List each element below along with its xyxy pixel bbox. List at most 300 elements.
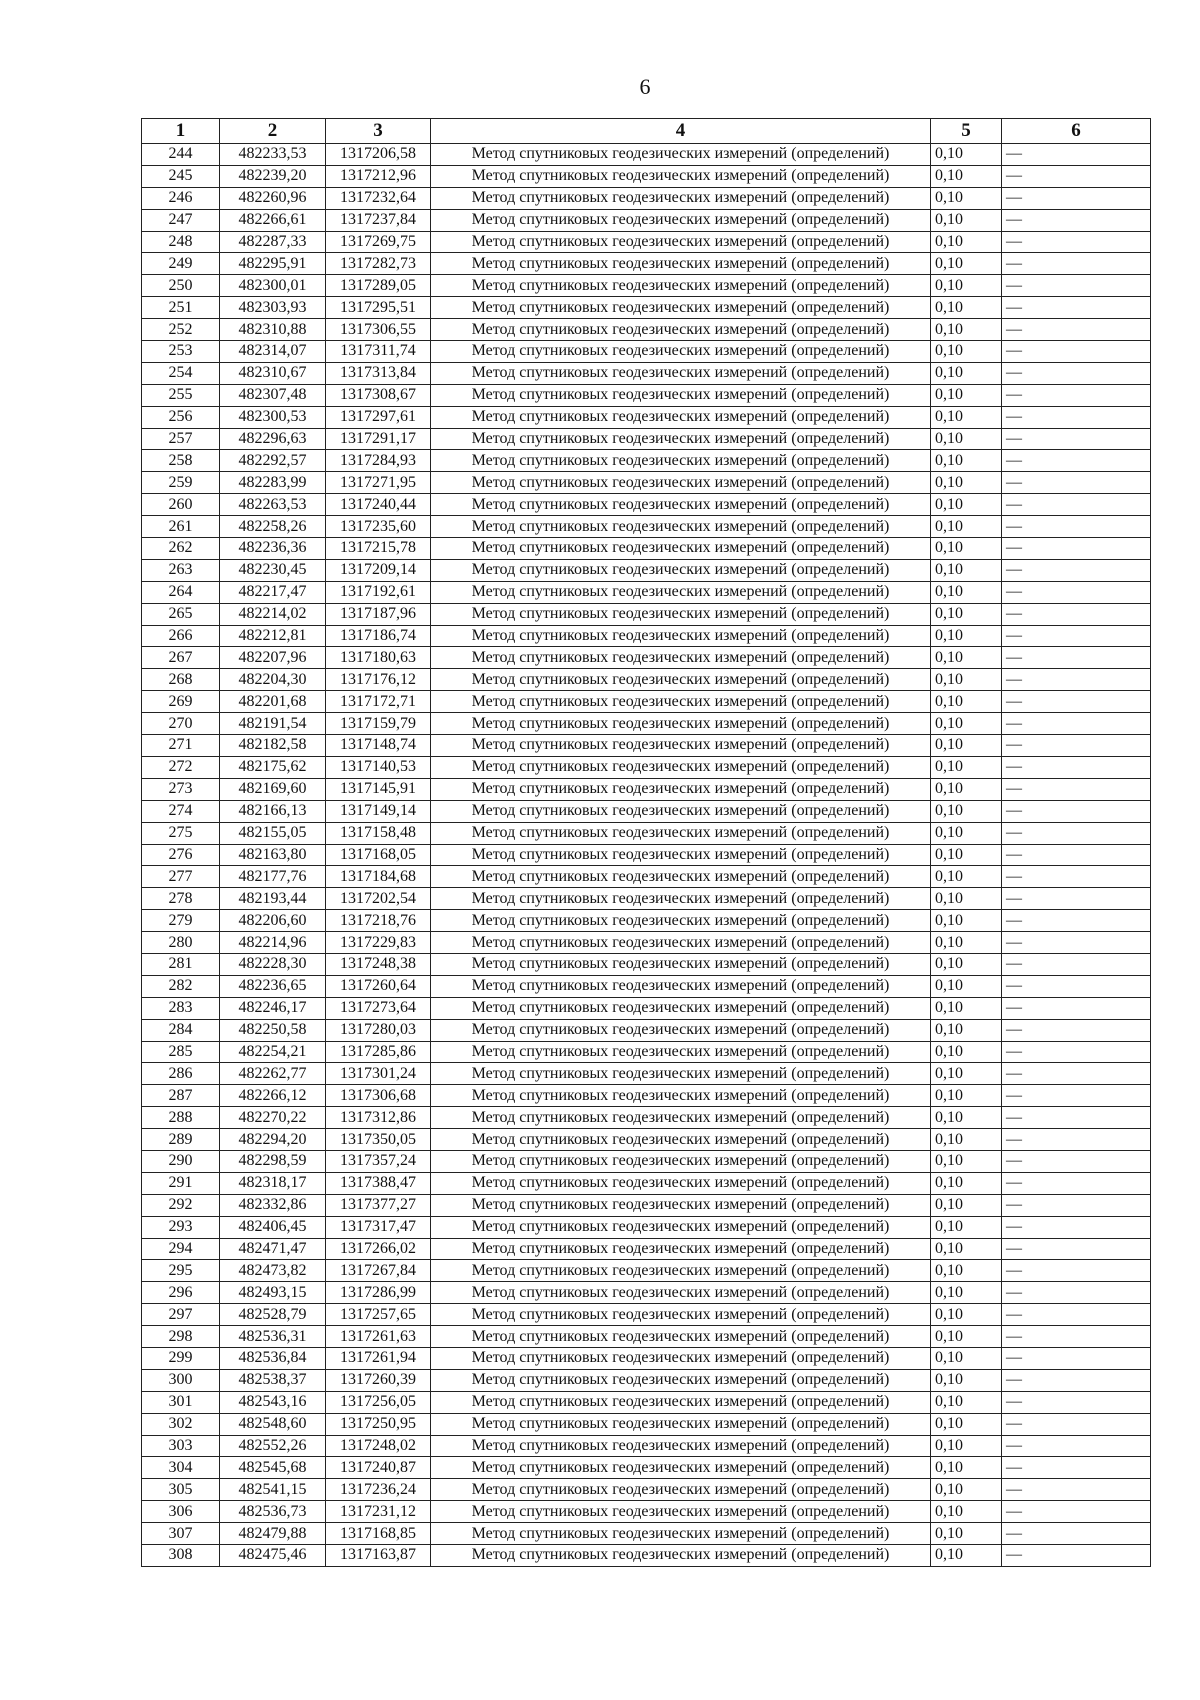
point-number-cell: 295: [142, 1260, 220, 1282]
y-coordinate-cell: 1317301,24: [326, 1063, 431, 1085]
y-coordinate-cell: 1317273,64: [326, 997, 431, 1019]
point-number-cell: 308: [142, 1545, 220, 1567]
y-coordinate-cell: 1317231,12: [326, 1501, 431, 1523]
x-coordinate-cell: 482536,84: [220, 1347, 326, 1369]
table-row: [142, 1282, 1151, 1304]
table-row: [142, 1457, 1151, 1479]
table-row: [142, 1326, 1151, 1348]
point-number-cell: 276: [142, 844, 220, 866]
y-coordinate-cell: 1317289,05: [326, 275, 431, 297]
accuracy-cell: 0,10: [931, 231, 1002, 253]
x-coordinate-cell: 482314,07: [220, 341, 326, 363]
method-cell: Метод спутниковых геодезических измерений (определений): [431, 406, 931, 428]
accuracy-cell: 0,10: [931, 603, 1002, 625]
x-coordinate-cell: 482552,26: [220, 1435, 326, 1457]
table-row: [142, 1347, 1151, 1369]
table-row: [142, 932, 1151, 954]
note-cell: —: [1002, 844, 1151, 866]
accuracy-cell: 0,10: [931, 1545, 1002, 1567]
x-coordinate-cell: 482191,54: [220, 713, 326, 735]
accuracy-cell: 0,10: [931, 822, 1002, 844]
y-coordinate-cell: 1317306,68: [326, 1085, 431, 1107]
method-cell: Метод спутниковых геодезических измерений (определений): [431, 1260, 931, 1282]
y-coordinate-cell: 1317280,03: [326, 1019, 431, 1041]
accuracy-cell: 0,10: [931, 1216, 1002, 1238]
accuracy-cell: 0,10: [931, 1304, 1002, 1326]
y-coordinate-cell: 1317192,61: [326, 581, 431, 603]
table-row: [142, 997, 1151, 1019]
note-cell: —: [1002, 1085, 1151, 1107]
accuracy-cell: 0,10: [931, 1041, 1002, 1063]
point-number-cell: 244: [142, 144, 220, 166]
point-number-cell: 277: [142, 866, 220, 888]
table-row: [142, 209, 1151, 231]
point-number-cell: 297: [142, 1304, 220, 1326]
y-coordinate-cell: 1317232,64: [326, 187, 431, 209]
note-cell: —: [1002, 341, 1151, 363]
y-coordinate-cell: 1317297,61: [326, 406, 431, 428]
note-cell: —: [1002, 1523, 1151, 1545]
method-cell: Метод спутниковых геодезических измерений (определений): [431, 975, 931, 997]
x-coordinate-cell: 482236,65: [220, 975, 326, 997]
accuracy-cell: 0,10: [931, 384, 1002, 406]
method-cell: Метод спутниковых геодезических измерений (определений): [431, 1019, 931, 1041]
method-cell: Метод спутниковых геодезических измерений (определений): [431, 866, 931, 888]
coordinates-table: [141, 118, 1151, 1567]
point-number-cell: 268: [142, 669, 220, 691]
y-coordinate-cell: 1317168,05: [326, 844, 431, 866]
point-number-cell: 253: [142, 341, 220, 363]
y-coordinate-cell: 1317218,76: [326, 910, 431, 932]
table-header-row: [142, 119, 1151, 144]
method-cell: Метод спутниковых геодезических измерений (определений): [431, 669, 931, 691]
y-coordinate-cell: 1317295,51: [326, 297, 431, 319]
note-cell: —: [1002, 647, 1151, 669]
table-row: [142, 1085, 1151, 1107]
note-cell: —: [1002, 1129, 1151, 1151]
accuracy-cell: 0,10: [931, 165, 1002, 187]
note-cell: —: [1002, 165, 1151, 187]
y-coordinate-cell: 1317267,84: [326, 1260, 431, 1282]
x-coordinate-cell: 482263,53: [220, 494, 326, 516]
accuracy-cell: 0,10: [931, 559, 1002, 581]
note-cell: —: [1002, 888, 1151, 910]
note-cell: —: [1002, 1172, 1151, 1194]
x-coordinate-cell: 482310,67: [220, 362, 326, 384]
table-row: [142, 1369, 1151, 1391]
table-row: [142, 778, 1151, 800]
table-row: [142, 275, 1151, 297]
x-coordinate-cell: 482239,20: [220, 165, 326, 187]
note-cell: —: [1002, 778, 1151, 800]
x-coordinate-cell: 482295,91: [220, 253, 326, 275]
point-number-cell: 278: [142, 888, 220, 910]
point-number-cell: 289: [142, 1129, 220, 1151]
y-coordinate-cell: 1317229,83: [326, 932, 431, 954]
note-cell: —: [1002, 494, 1151, 516]
y-coordinate-cell: 1317317,47: [326, 1216, 431, 1238]
y-coordinate-cell: 1317186,74: [326, 625, 431, 647]
accuracy-cell: 0,10: [931, 713, 1002, 735]
x-coordinate-cell: 482212,81: [220, 625, 326, 647]
accuracy-cell: 0,10: [931, 888, 1002, 910]
accuracy-cell: 0,10: [931, 691, 1002, 713]
y-coordinate-cell: 1317158,48: [326, 822, 431, 844]
note-cell: —: [1002, 406, 1151, 428]
table-row: [142, 603, 1151, 625]
y-coordinate-cell: 1317140,53: [326, 756, 431, 778]
accuracy-cell: 0,10: [931, 538, 1002, 560]
method-cell: Метод спутниковых геодезических измерений (определений): [431, 822, 931, 844]
accuracy-cell: 0,10: [931, 472, 1002, 494]
x-coordinate-cell: 482204,30: [220, 669, 326, 691]
y-coordinate-cell: 1317313,84: [326, 362, 431, 384]
note-cell: —: [1002, 1041, 1151, 1063]
y-coordinate-cell: 1317235,60: [326, 516, 431, 538]
x-coordinate-cell: 482298,59: [220, 1150, 326, 1172]
table-row: [142, 1545, 1151, 1567]
x-coordinate-cell: 482217,47: [220, 581, 326, 603]
accuracy-cell: 0,10: [931, 625, 1002, 647]
y-coordinate-cell: 1317163,87: [326, 1545, 431, 1567]
x-coordinate-cell: 482230,45: [220, 559, 326, 581]
method-cell: Метод спутниковых геодезических измерений (определений): [431, 144, 931, 166]
note-cell: —: [1002, 362, 1151, 384]
point-number-cell: 251: [142, 297, 220, 319]
point-number-cell: 305: [142, 1479, 220, 1501]
method-cell: Метод спутниковых геодезических измерений (определений): [431, 209, 931, 231]
method-cell: Метод спутниковых геодезических измерений (определений): [431, 603, 931, 625]
table-row: [142, 1107, 1151, 1129]
method-cell: Метод спутниковых геодезических измерений (определений): [431, 165, 931, 187]
y-coordinate-cell: 1317187,96: [326, 603, 431, 625]
y-coordinate-cell: 1317357,24: [326, 1150, 431, 1172]
note-cell: —: [1002, 1260, 1151, 1282]
note-cell: —: [1002, 1063, 1151, 1085]
table-row: [142, 428, 1151, 450]
method-cell: Метод спутниковых геодезических измерений (определений): [431, 691, 931, 713]
table-row: [142, 253, 1151, 275]
note-cell: —: [1002, 428, 1151, 450]
x-coordinate-cell: 482270,22: [220, 1107, 326, 1129]
y-coordinate-cell: 1317236,24: [326, 1479, 431, 1501]
point-number-cell: 302: [142, 1413, 220, 1435]
x-coordinate-cell: 482233,53: [220, 144, 326, 166]
table-row: [142, 581, 1151, 603]
accuracy-cell: 0,10: [931, 844, 1002, 866]
point-number-cell: 272: [142, 756, 220, 778]
note-cell: —: [1002, 1545, 1151, 1567]
point-number-cell: 286: [142, 1063, 220, 1085]
table-row: [142, 1194, 1151, 1216]
point-number-cell: 293: [142, 1216, 220, 1238]
accuracy-cell: 0,10: [931, 341, 1002, 363]
point-number-cell: 281: [142, 953, 220, 975]
x-coordinate-cell: 482310,88: [220, 319, 326, 341]
y-coordinate-cell: 1317212,96: [326, 165, 431, 187]
point-number-cell: 275: [142, 822, 220, 844]
note-cell: —: [1002, 1107, 1151, 1129]
table-row: [142, 1260, 1151, 1282]
accuracy-cell: 0,10: [931, 1435, 1002, 1457]
x-coordinate-cell: 482206,60: [220, 910, 326, 932]
x-coordinate-cell: 482262,77: [220, 1063, 326, 1085]
page-number: 6: [639, 74, 651, 99]
header-col-1: 1: [142, 119, 220, 144]
x-coordinate-cell: 482332,86: [220, 1194, 326, 1216]
accuracy-cell: 0,10: [931, 187, 1002, 209]
point-number-cell: 301: [142, 1391, 220, 1413]
point-number-cell: 248: [142, 231, 220, 253]
table-row: [142, 625, 1151, 647]
method-cell: Метод спутниковых геодезических измерений (определений): [431, 1063, 931, 1085]
note-cell: —: [1002, 1369, 1151, 1391]
x-coordinate-cell: 482493,15: [220, 1282, 326, 1304]
x-coordinate-cell: 482250,58: [220, 1019, 326, 1041]
table-row: [142, 538, 1151, 560]
x-coordinate-cell: 482479,88: [220, 1523, 326, 1545]
method-cell: Метод спутниковых геодезических измерений (определений): [431, 1150, 931, 1172]
accuracy-cell: 0,10: [931, 975, 1002, 997]
y-coordinate-cell: 1317266,02: [326, 1238, 431, 1260]
note-cell: —: [1002, 800, 1151, 822]
table-row: [142, 494, 1151, 516]
x-coordinate-cell: 482536,73: [220, 1501, 326, 1523]
point-number-cell: 283: [142, 997, 220, 1019]
accuracy-cell: 0,10: [931, 647, 1002, 669]
note-cell: —: [1002, 384, 1151, 406]
x-coordinate-cell: 482475,46: [220, 1545, 326, 1567]
x-coordinate-cell: 482292,57: [220, 450, 326, 472]
accuracy-cell: 0,10: [931, 1326, 1002, 1348]
x-coordinate-cell: 482545,68: [220, 1457, 326, 1479]
accuracy-cell: 0,10: [931, 997, 1002, 1019]
table-row: [142, 713, 1151, 735]
note-cell: —: [1002, 472, 1151, 494]
note-cell: —: [1002, 1501, 1151, 1523]
accuracy-cell: 0,10: [931, 253, 1002, 275]
table-row: [142, 384, 1151, 406]
x-coordinate-cell: 482254,21: [220, 1041, 326, 1063]
note-cell: —: [1002, 932, 1151, 954]
note-cell: —: [1002, 538, 1151, 560]
point-number-cell: 270: [142, 713, 220, 735]
table-row: [142, 406, 1151, 428]
y-coordinate-cell: 1317261,94: [326, 1347, 431, 1369]
method-cell: Метод спутниковых геодезических измерений (определений): [431, 1501, 931, 1523]
y-coordinate-cell: 1317271,95: [326, 472, 431, 494]
y-coordinate-cell: 1317168,85: [326, 1523, 431, 1545]
method-cell: Метод спутниковых геодезических измерений (определений): [431, 800, 931, 822]
x-coordinate-cell: 482473,82: [220, 1260, 326, 1282]
accuracy-cell: 0,10: [931, 669, 1002, 691]
method-cell: Метод спутниковых геодезических измерений (определений): [431, 362, 931, 384]
point-number-cell: 285: [142, 1041, 220, 1063]
point-number-cell: 296: [142, 1282, 220, 1304]
method-cell: Метод спутниковых геодезических измерений (определений): [431, 1326, 931, 1348]
table-row: [142, 975, 1151, 997]
x-coordinate-cell: 482228,30: [220, 953, 326, 975]
point-number-cell: 249: [142, 253, 220, 275]
table-row: [142, 297, 1151, 319]
point-number-cell: 294: [142, 1238, 220, 1260]
accuracy-cell: 0,10: [931, 581, 1002, 603]
accuracy-cell: 0,10: [931, 406, 1002, 428]
method-cell: Метод спутниковых геодезических измерений (определений): [431, 953, 931, 975]
x-coordinate-cell: 482296,63: [220, 428, 326, 450]
table-row: [142, 953, 1151, 975]
method-cell: Метод спутниковых геодезических измерений (определений): [431, 253, 931, 275]
point-number-cell: 259: [142, 472, 220, 494]
x-coordinate-cell: 482528,79: [220, 1304, 326, 1326]
point-number-cell: 274: [142, 800, 220, 822]
table-row: [142, 1150, 1151, 1172]
table-row: [142, 231, 1151, 253]
y-coordinate-cell: 1317286,99: [326, 1282, 431, 1304]
point-number-cell: 247: [142, 209, 220, 231]
y-coordinate-cell: 1317388,47: [326, 1172, 431, 1194]
header-col-3: 3: [326, 119, 431, 144]
accuracy-cell: 0,10: [931, 428, 1002, 450]
point-number-cell: 255: [142, 384, 220, 406]
header-col-5: 5: [931, 119, 1002, 144]
y-coordinate-cell: 1317250,95: [326, 1413, 431, 1435]
table-row: [142, 647, 1151, 669]
x-coordinate-cell: 482287,33: [220, 231, 326, 253]
point-number-cell: 264: [142, 581, 220, 603]
table-row: [142, 1479, 1151, 1501]
note-cell: —: [1002, 581, 1151, 603]
y-coordinate-cell: 1317311,74: [326, 341, 431, 363]
method-cell: Метод спутниковых геодезических измерений (определений): [431, 1413, 931, 1435]
accuracy-cell: 0,10: [931, 1107, 1002, 1129]
y-coordinate-cell: 1317159,79: [326, 713, 431, 735]
y-coordinate-cell: 1317209,14: [326, 559, 431, 581]
point-number-cell: 288: [142, 1107, 220, 1129]
x-coordinate-cell: 482155,05: [220, 822, 326, 844]
note-cell: —: [1002, 275, 1151, 297]
method-cell: Метод спутниковых геодезических измерений (определений): [431, 1545, 931, 1567]
table-row: [142, 1238, 1151, 1260]
point-number-cell: 303: [142, 1435, 220, 1457]
accuracy-cell: 0,10: [931, 1413, 1002, 1435]
y-coordinate-cell: 1317206,58: [326, 144, 431, 166]
y-coordinate-cell: 1317282,73: [326, 253, 431, 275]
note-cell: —: [1002, 866, 1151, 888]
x-coordinate-cell: 482548,60: [220, 1413, 326, 1435]
point-number-cell: 291: [142, 1172, 220, 1194]
y-coordinate-cell: 1317145,91: [326, 778, 431, 800]
accuracy-cell: 0,10: [931, 735, 1002, 757]
method-cell: Метод спутниковых геодезических измерений (определений): [431, 1435, 931, 1457]
method-cell: Метод спутниковых геодезических измерений (определений): [431, 1216, 931, 1238]
table-body: [142, 144, 1151, 1567]
method-cell: Метод спутниковых геодезических измерений (определений): [431, 1194, 931, 1216]
method-cell: Метод спутниковых геодезических измерений (определений): [431, 275, 931, 297]
note-cell: —: [1002, 1282, 1151, 1304]
x-coordinate-cell: 482214,96: [220, 932, 326, 954]
table-row: [142, 866, 1151, 888]
y-coordinate-cell: 1317377,27: [326, 1194, 431, 1216]
accuracy-cell: 0,10: [931, 516, 1002, 538]
note-cell: —: [1002, 559, 1151, 581]
table-row: [142, 1216, 1151, 1238]
method-cell: Метод спутниковых геодезических измерений (определений): [431, 932, 931, 954]
y-coordinate-cell: 1317261,63: [326, 1326, 431, 1348]
accuracy-cell: 0,10: [931, 319, 1002, 341]
note-cell: —: [1002, 1326, 1151, 1348]
method-cell: Метод спутниковых геодезических измерений (определений): [431, 231, 931, 253]
x-coordinate-cell: 482214,02: [220, 603, 326, 625]
x-coordinate-cell: 482307,48: [220, 384, 326, 406]
method-cell: Метод спутниковых геодезических измерений (определений): [431, 1457, 931, 1479]
table-row: [142, 187, 1151, 209]
point-number-cell: 307: [142, 1523, 220, 1545]
accuracy-cell: 0,10: [931, 1129, 1002, 1151]
note-cell: —: [1002, 1435, 1151, 1457]
y-coordinate-cell: 1317284,93: [326, 450, 431, 472]
point-number-cell: 290: [142, 1150, 220, 1172]
method-cell: Метод спутниковых геодезических измерений (определений): [431, 187, 931, 209]
point-number-cell: 298: [142, 1326, 220, 1348]
point-number-cell: 292: [142, 1194, 220, 1216]
point-number-cell: 279: [142, 910, 220, 932]
method-cell: Метод спутниковых геодезических измерений (определений): [431, 581, 931, 603]
y-coordinate-cell: 1317306,55: [326, 319, 431, 341]
note-cell: —: [1002, 187, 1151, 209]
method-cell: Метод спутниковых геодезических измерений (определений): [431, 494, 931, 516]
point-number-cell: 273: [142, 778, 220, 800]
table-row: [142, 362, 1151, 384]
x-coordinate-cell: 482182,58: [220, 735, 326, 757]
accuracy-cell: 0,10: [931, 1194, 1002, 1216]
accuracy-cell: 0,10: [931, 275, 1002, 297]
point-number-cell: 245: [142, 165, 220, 187]
note-cell: —: [1002, 319, 1151, 341]
y-coordinate-cell: 1317148,74: [326, 735, 431, 757]
y-coordinate-cell: 1317248,38: [326, 953, 431, 975]
method-cell: Метод спутниковых геодезических измерений (определений): [431, 516, 931, 538]
point-number-cell: 250: [142, 275, 220, 297]
x-coordinate-cell: 482538,37: [220, 1369, 326, 1391]
point-number-cell: 256: [142, 406, 220, 428]
method-cell: Метод спутниковых геодезических измерений (определений): [431, 1041, 931, 1063]
method-cell: Метод спутниковых геодезических измерений (определений): [431, 1282, 931, 1304]
y-coordinate-cell: 1317285,86: [326, 1041, 431, 1063]
y-coordinate-cell: 1317269,75: [326, 231, 431, 253]
point-number-cell: 263: [142, 559, 220, 581]
method-cell: Метод спутниковых геодезических измерений (определений): [431, 1523, 931, 1545]
point-number-cell: 258: [142, 450, 220, 472]
note-cell: —: [1002, 1479, 1151, 1501]
note-cell: —: [1002, 297, 1151, 319]
table-row: [142, 1172, 1151, 1194]
table-row: [142, 1304, 1151, 1326]
note-cell: —: [1002, 1150, 1151, 1172]
note-cell: —: [1002, 1019, 1151, 1041]
x-coordinate-cell: 482536,31: [220, 1326, 326, 1348]
method-cell: Метод спутниковых геодезических измерений (определений): [431, 778, 931, 800]
method-cell: Метод спутниковых геодезических измерений (определений): [431, 1238, 931, 1260]
table-row: [142, 1391, 1151, 1413]
table-row: [142, 1063, 1151, 1085]
x-coordinate-cell: 482283,99: [220, 472, 326, 494]
y-coordinate-cell: 1317308,67: [326, 384, 431, 406]
accuracy-cell: 0,10: [931, 932, 1002, 954]
method-cell: Метод спутниковых геодезических измерений (определений): [431, 910, 931, 932]
note-cell: —: [1002, 756, 1151, 778]
note-cell: —: [1002, 209, 1151, 231]
